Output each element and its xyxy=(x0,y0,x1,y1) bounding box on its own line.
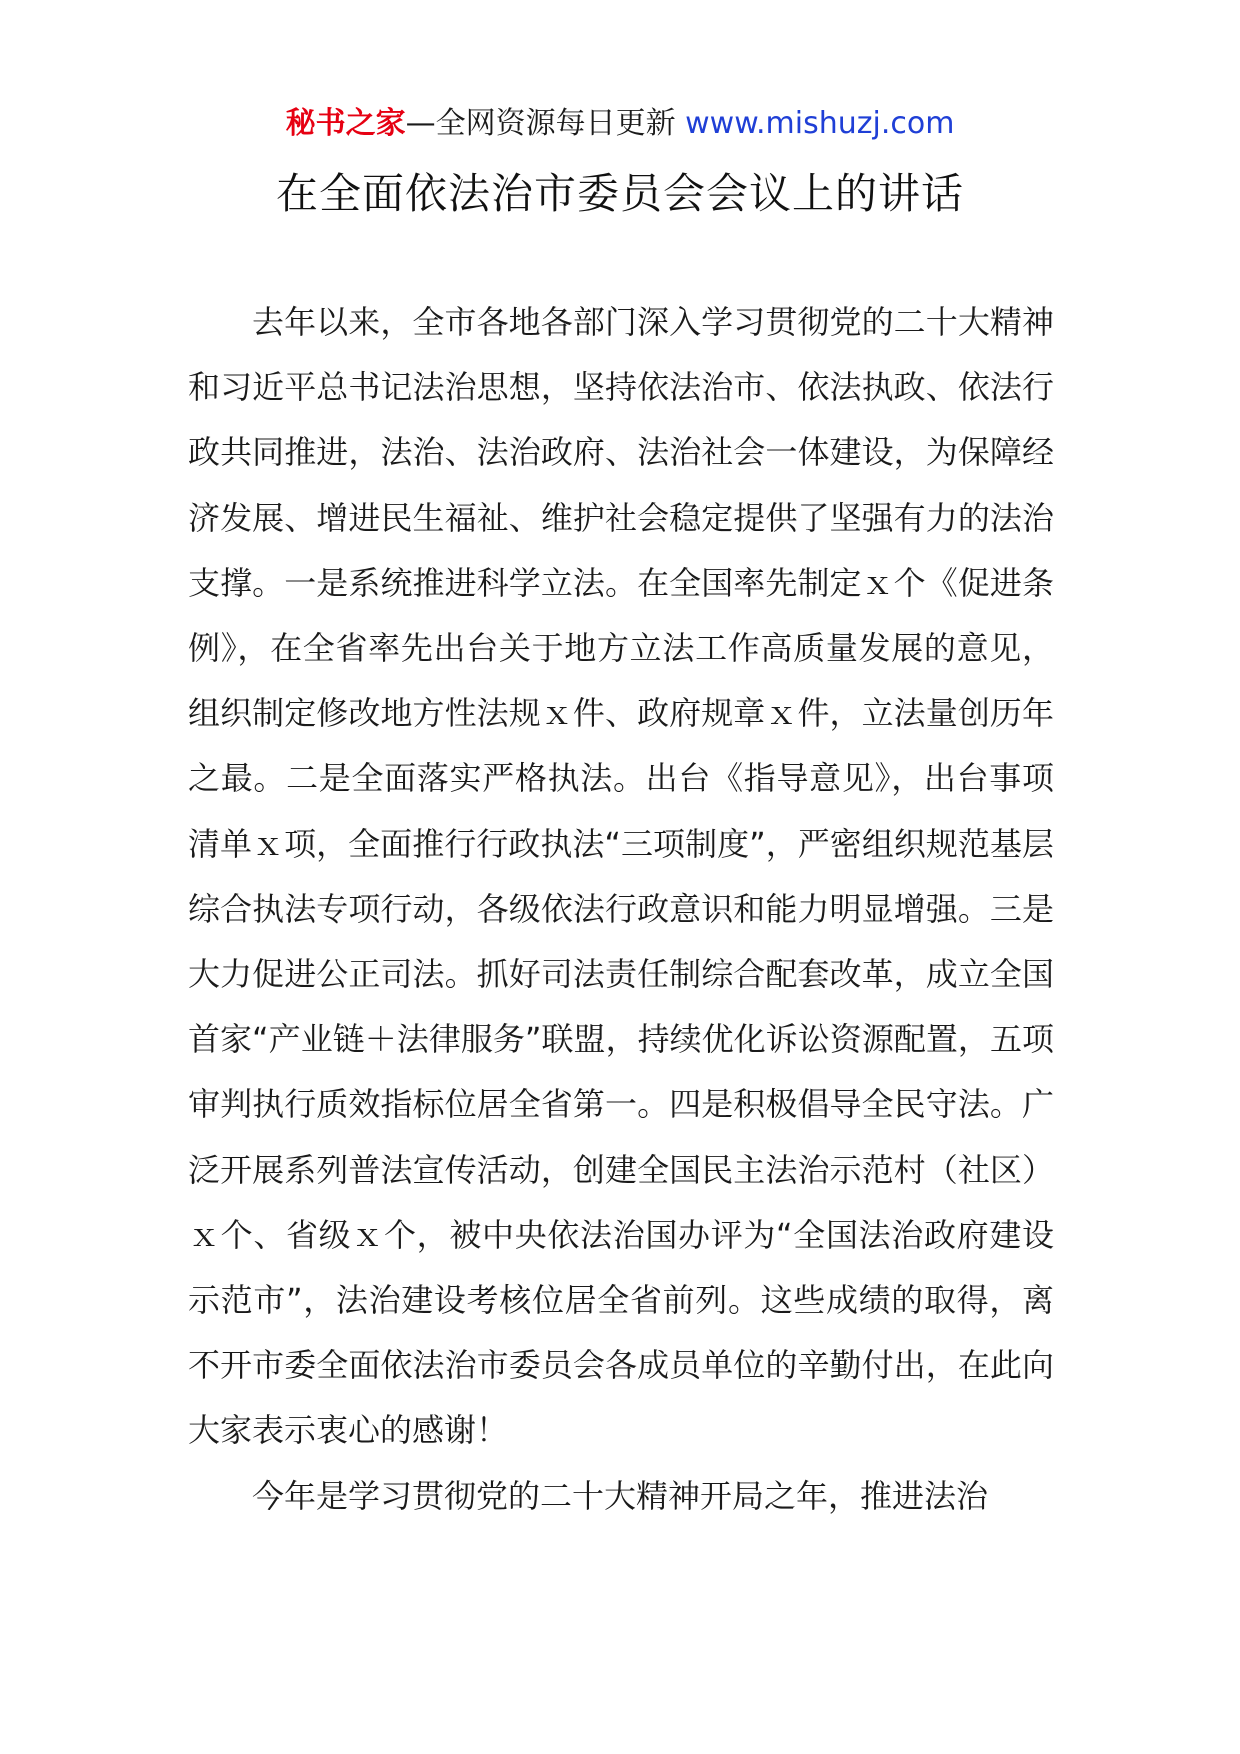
site-brand: 秘书之家 xyxy=(285,106,406,141)
body-paragraph-2: 今年是学习贯彻党的二十大精神开局之年，推进法治 xyxy=(252,1476,989,1515)
site-tagline: —全网资源每日更新 xyxy=(405,106,676,141)
document-body xyxy=(188,290,1054,1529)
site-url-link[interactable]: www.mishuzj.com xyxy=(685,106,955,141)
document-title: 在全面依法治市委员会会议上的讲话 xyxy=(275,169,964,218)
body-paragraph-1: 去年以来，全市各地各部门深入学习贯彻党的二十大精神和习近平总书记法治思想，坚持依法治市、依法执政、依法行政共同推进，法治、法治政府、法治社会一体建设，为保障经济发展、增进民生福祉、维护社会稳定提供了坚强有力的法治支撑。一是系统推进科学立法。在全国率先制定ｘ个《促进条例》，在全省率先出台关于地方立法工作高质量发展的意见，组织制定修改地方性法规ｘ件、政府规章ｘ件，立法量创历年之最。二是全面落实严格执法。出台《指导意见》，出台事项清单ｘ项，全面推行行政执法“三项制度”，严密组织规范基层综合执法专项行动，各级依法行政意识和能力明显增强。三是大力促进公正司法。抓好司法责任制综合配套改革，成立全国首家“产业链＋法律服务”联盟，持续优化诉讼资源配置，五项审判执行质效指标位居全省第一。四是积极倡导全民守法。广泛开展系列普法宣传活动，创建全国民主法治示范村（社区）ｘ个、省级ｘ个，被中央依法治国办评为“全国法治政府建设示范市”，法治建设考核位居全省前列。这些成绩的取得，离不开市委全面依法治市委员会各成员单位的辛勤付出，在此向大家表示衷心的感谢！ xyxy=(188,303,1054,1450)
site-header xyxy=(0,104,1240,144)
